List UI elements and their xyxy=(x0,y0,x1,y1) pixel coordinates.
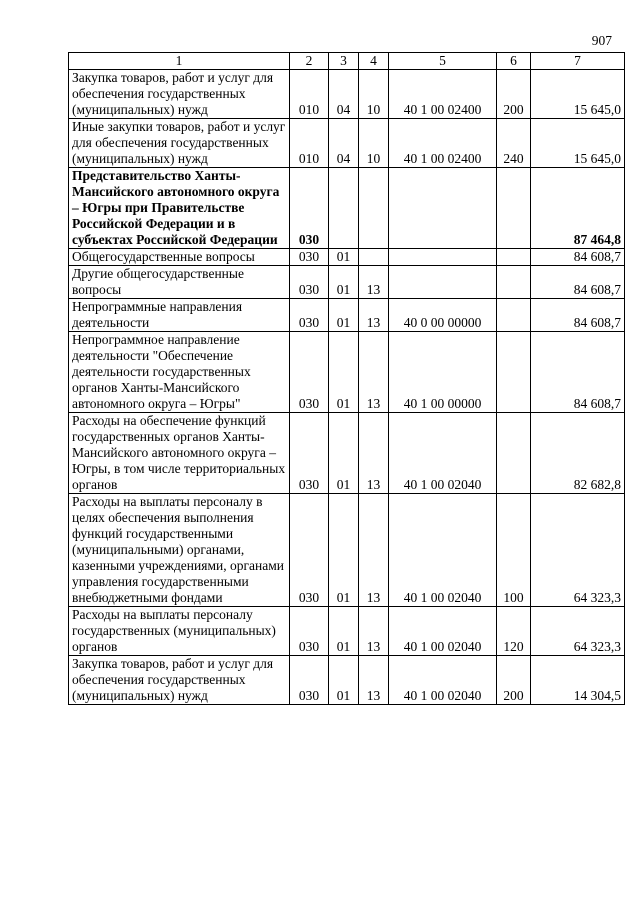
code-subsection-cell: 13 xyxy=(359,332,389,413)
table-row xyxy=(69,70,625,119)
code-target-cell: 40 1 00 02040 xyxy=(389,607,497,656)
code-section-cell: 01 xyxy=(329,413,359,494)
code-subsection-cell: 13 xyxy=(359,266,389,299)
code-subsection-cell: 13 xyxy=(359,607,389,656)
code-main-cell: 030 xyxy=(290,299,329,332)
table-row xyxy=(69,494,625,607)
amount-cell: 15 645,0 xyxy=(531,119,625,168)
table-header xyxy=(69,53,625,70)
code-target-cell: 40 1 00 02400 xyxy=(389,70,497,119)
table-row xyxy=(69,168,625,249)
amount-cell: 84 608,7 xyxy=(531,249,625,266)
column-header: 3 xyxy=(329,53,359,70)
column-header: 6 xyxy=(497,53,531,70)
table-row xyxy=(69,266,625,299)
column-header: 1 xyxy=(69,53,290,70)
code-target-cell: 40 1 00 00000 xyxy=(389,332,497,413)
code-section-cell: 01 xyxy=(329,656,359,705)
code-type-cell: 100 xyxy=(497,494,531,607)
code-subsection-cell xyxy=(359,249,389,266)
amount-cell: 87 464,8 xyxy=(531,168,625,249)
code-target-cell: 40 1 00 02400 xyxy=(389,119,497,168)
amount-cell: 84 608,7 xyxy=(531,266,625,299)
code-section-cell: 01 xyxy=(329,494,359,607)
row-name-cell: Непрограммные направления деятельности xyxy=(69,299,290,332)
code-main-cell: 030 xyxy=(290,168,329,249)
code-main-cell: 030 xyxy=(290,249,329,266)
table-row xyxy=(69,332,625,413)
code-type-cell: 200 xyxy=(497,70,531,119)
code-section-cell: 01 xyxy=(329,266,359,299)
code-section-cell: 01 xyxy=(329,332,359,413)
row-name-cell: Расходы на обеспечение функций государственных органов Ханты-Мансийского автономного округа – Югры, в том числе территориальных органов xyxy=(69,413,290,494)
code-section-cell: 04 xyxy=(329,70,359,119)
code-target-cell: 40 1 00 02040 xyxy=(389,494,497,607)
code-subsection-cell: 10 xyxy=(359,70,389,119)
table-row xyxy=(69,249,625,266)
row-name-cell: Другие общегосударственные вопросы xyxy=(69,266,290,299)
code-type-cell: 200 xyxy=(497,656,531,705)
code-section-cell: 01 xyxy=(329,607,359,656)
amount-cell: 84 608,7 xyxy=(531,299,625,332)
code-main-cell: 030 xyxy=(290,494,329,607)
code-target-cell: 40 1 00 02040 xyxy=(389,656,497,705)
page-number: 907 xyxy=(591,33,612,48)
code-main-cell: 030 xyxy=(290,266,329,299)
row-name-cell: Расходы на выплаты персоналу в целях обеспечения выполнения функций государственными (муниципальными) органами, казенными учреждениями, органами управления государственными внебюджетными фондами xyxy=(69,494,290,607)
column-header: 4 xyxy=(359,53,389,70)
code-subsection-cell: 13 xyxy=(359,413,389,494)
code-target-cell xyxy=(389,266,497,299)
table-row xyxy=(69,119,625,168)
column-header: 2 xyxy=(290,53,329,70)
column-header: 5 xyxy=(389,53,497,70)
code-target-cell: 40 1 00 02040 xyxy=(389,413,497,494)
code-section-cell xyxy=(329,168,359,249)
code-target-cell xyxy=(389,249,497,266)
row-name-cell: Представительство Ханты-Мансийского автономного округа – Югры при Правительстве Российской Федерации и в субъектах Российской Федерации xyxy=(69,168,290,249)
amount-cell: 84 608,7 xyxy=(531,332,625,413)
code-type-cell xyxy=(497,413,531,494)
table-body xyxy=(69,70,625,705)
row-name-cell: Закупка товаров, работ и услуг для обеспечения государственных (муниципальных) нужд xyxy=(69,70,290,119)
row-name-cell: Иные закупки товаров, работ и услуг для обеспечения государственных (муниципальных) нужд xyxy=(69,119,290,168)
table-row xyxy=(69,299,625,332)
code-type-cell: 240 xyxy=(497,119,531,168)
row-name-cell: Общегосударственные вопросы xyxy=(69,249,290,266)
code-main-cell: 010 xyxy=(290,119,329,168)
code-type-cell xyxy=(497,299,531,332)
code-main-cell: 030 xyxy=(290,413,329,494)
code-section-cell: 01 xyxy=(329,299,359,332)
code-subsection-cell xyxy=(359,168,389,249)
amount-cell: 64 323,3 xyxy=(531,607,625,656)
amount-cell: 15 645,0 xyxy=(531,70,625,119)
code-subsection-cell: 13 xyxy=(359,299,389,332)
code-subsection-cell: 13 xyxy=(359,656,389,705)
code-type-cell xyxy=(497,332,531,413)
amount-cell: 64 323,3 xyxy=(531,494,625,607)
row-name-cell: Закупка товаров, работ и услуг для обеспечения государственных (муниципальных) нужд xyxy=(69,656,290,705)
column-header: 7 xyxy=(531,53,625,70)
budget-table xyxy=(68,52,625,705)
table-row xyxy=(69,413,625,494)
code-main-cell: 010 xyxy=(290,70,329,119)
code-type-cell xyxy=(497,266,531,299)
code-main-cell: 030 xyxy=(290,607,329,656)
code-section-cell: 04 xyxy=(329,119,359,168)
code-type-cell xyxy=(497,168,531,249)
code-target-cell xyxy=(389,168,497,249)
code-main-cell: 030 xyxy=(290,656,329,705)
row-name-cell: Расходы на выплаты персоналу государственных (муниципальных) органов xyxy=(69,607,290,656)
table-row xyxy=(69,656,625,705)
code-main-cell: 030 xyxy=(290,332,329,413)
code-type-cell xyxy=(497,249,531,266)
code-subsection-cell: 13 xyxy=(359,494,389,607)
amount-cell: 14 304,5 xyxy=(531,656,625,705)
row-name-cell: Непрограммное направление деятельности "Обеспечение деятельности государственных органов Ханты-Мансийского автономного округа – Югры" xyxy=(69,332,290,413)
table-row xyxy=(69,607,625,656)
header-row xyxy=(69,53,625,70)
code-subsection-cell: 10 xyxy=(359,119,389,168)
code-type-cell: 120 xyxy=(497,607,531,656)
code-section-cell: 01 xyxy=(329,249,359,266)
amount-cell: 82 682,8 xyxy=(531,413,625,494)
code-target-cell: 40 0 00 00000 xyxy=(389,299,497,332)
